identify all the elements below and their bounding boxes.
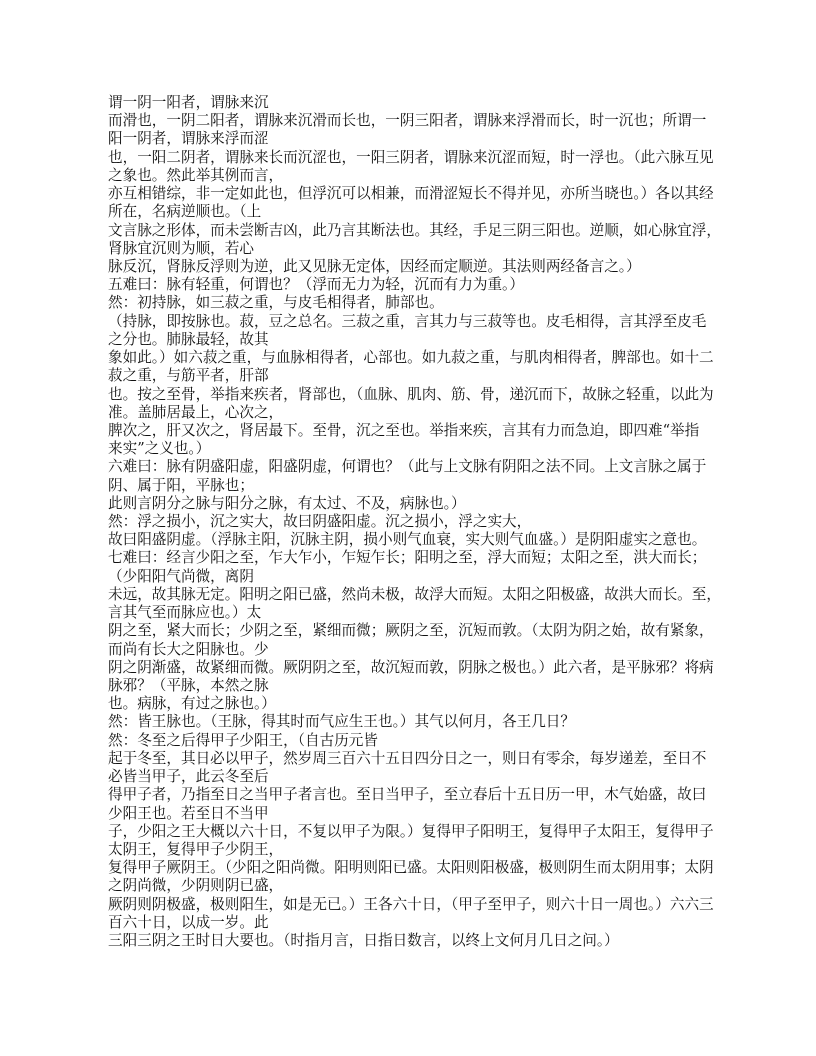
text-line: 阳一阴者，谓脉来浮而涩	[108, 130, 269, 148]
text-line: 必皆当甲子，此云冬至后	[108, 768, 269, 786]
text-line: 谓一阴一阳者，谓脉来沉	[108, 94, 269, 111]
text-line: 阴之阴渐盛，故紧细而微。厥阴阴之至，故沉短而敦，阴脉之极也。）此六者，是平脉邪？将病	[108, 658, 714, 676]
text-line: 子，少阳之王大概以六十日，不复以甲子为限。）复得甲子阳明王，复得甲子太阳王，复得甲子	[108, 822, 714, 840]
text-line: （少阳阳气尚微，离阴	[108, 567, 254, 585]
text-line: 脾次之，肝又次之，肾居最下。至骨，沉之至也。举指来疾，言其有力而急迫，即四难“举指	[108, 421, 700, 439]
text-line: 脉邪？（平脉，本然之脉	[108, 677, 269, 694]
text-line: 脉反沉，肾脉反浮则为逆，此又见脉无定体，因经而定顺逆。其法则两经备言之。）	[108, 257, 641, 275]
text-line: 象如此。）如六菽之重，与血脉相得者，心部也。如九菽之重，与肌肉相得者，脾部也。如十二	[108, 349, 714, 367]
text-line: 亦互相错综，非一定如此也，但浮沉可以相兼，而滑涩短长不得并见，亦所当晓也。）各以其经	[108, 185, 714, 203]
text-line: 起于冬至，其日必以甲子，然岁周三百六十五日四分日之一，则日有零余，每岁递差，至日不	[108, 749, 707, 767]
text-line: 而尚有长大之阳脉也。少	[108, 640, 269, 658]
text-line: 而滑也，一阴二阳者，谓脉来沉滑而长也，一阴三阳者，谓脉来浮滑而长，时一沉也；所谓一	[108, 112, 707, 130]
text-line: 也。病脉，有过之脉也。）	[108, 695, 276, 713]
text-line: 七难曰：经言少阳之至，乍大乍小，乍短乍长；阳明之至，浮大而短；太阳之至，洪大而长；	[108, 549, 707, 567]
text-line: 也。按之至骨，举指来疾者，肾部也，（血脉、肌肉、筋、骨，递沉而下，故脉之轻重，以此为	[108, 385, 714, 403]
text-line: 然：初持脉，如三菽之重，与皮毛相得者，肺部也。	[108, 294, 444, 312]
text-line: 六难曰：脉有阴盛阳虚，阳盛阴虚，何谓也？（此与上文脉有阴阳之法不同。上文言脉之属于	[108, 458, 707, 476]
text-line: 未远，故其脉无定。阳明之阳已盛，然尚未极，故浮大而短。太阳之阳极盛，故洪大而长。至，	[108, 585, 721, 603]
text-line: 肾脉宜沉则为顺，若心	[108, 239, 254, 257]
text-line: 之象也。然此举其例而言，	[108, 166, 284, 184]
text-line: 来实”之义也。）	[108, 440, 211, 458]
text-line: 厥阴则阴极盛，极则阳生，如是无已。）王各六十日，（甲子至甲子，则六十日一周也。）六六三	[108, 895, 714, 913]
text-line: 所在，名病逆顺也。（上	[108, 203, 262, 221]
text-line: 三阳三阴之王时日大要也。（时指月言，日指日数言，以终上文何月几日之问。）	[108, 932, 619, 950]
text-line: 言其气至而脉应也。）太	[108, 604, 262, 622]
text-line: 之分也。肺脉最轻，故其	[108, 330, 269, 348]
document-body	[108, 94, 721, 950]
text-line: 阴、属于阳，平脉也；	[108, 476, 254, 494]
text-line: （持脉，即按脉也。菽，豆之总名。三菽之重，言其力与三菽等也。皮毛相得，言其浮至皮毛	[108, 312, 707, 330]
text-line: 此则言阴分之脉与阳分之脉，有太过、不及，病脉也。）	[108, 494, 466, 512]
text-line: 文言脉之形体，而未尝断吉凶，此乃言其断法也。其经，手足三阴三阳也。逆顺，如心脉宜浮，	[108, 221, 721, 239]
text-line: 准。盖肺居最上，心次之，	[108, 403, 284, 421]
text-line: 然：冬至之后得甲子少阳王，（自古历元皆	[108, 731, 378, 749]
text-line: 阴之至，紧大而长；少阴之至，紧细而微；厥阴之至，沉短而敦。（太阴为阴之始，故有紧象，	[108, 622, 714, 640]
text-line: 故曰阳盛阴虚。（浮脉主阳，沉脉主阴，损小则气血衰，实大则气血盛。）是阴阳虚实之意也。	[108, 531, 707, 549]
text-line: 得甲子者，乃指至日之当甲子者言也。至日当甲子，至立春后十五日历一甲，木气始盛，故曰	[108, 786, 707, 804]
text-line: 然：皆王脉也。（王脉，得其时而气应生王也。）其气以何月，各王几日？	[108, 713, 575, 731]
text-line: 然：浮之损小，沉之实大，故曰阴盛阳虚。沉之损小，浮之实大，	[108, 513, 532, 531]
text-line: 五难曰：脉有轻重，何谓也？（浮而无力为轻，沉而有力为重。）	[108, 276, 524, 294]
text-line: 少阳王也。若至日不当甲	[108, 804, 269, 822]
text-line: 也，一阳二阴者，谓脉来长而沉涩也，一阳三阴者，谓脉来沉涩而短，时一浮也。（此六脉互见	[108, 148, 714, 166]
text-line: 之阴尚微，少阴则阴已盛，	[108, 877, 284, 895]
text-line: 百六十日，以成一岁。此	[108, 913, 269, 931]
text-line: 太阴王，复得甲子少阴王，	[108, 840, 284, 858]
text-line: 菽之重，与筋平者，肝部	[108, 367, 269, 385]
text-line: 复得甲子厥阴王。（少阳之阳尚微。阳明则阳已盛。太阳则阳极盛，极则阴生而太阴用事；太阴	[108, 859, 714, 877]
